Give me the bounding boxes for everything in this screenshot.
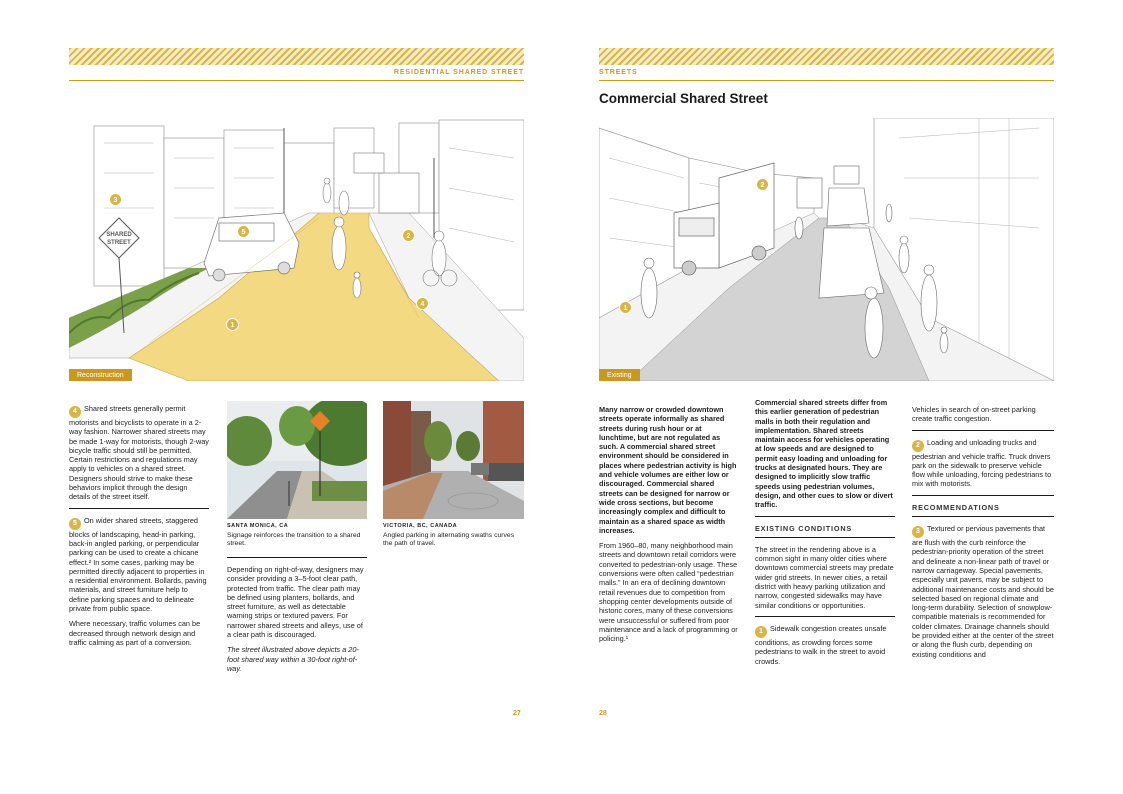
paragraph [912, 524, 1054, 659]
header-rule [599, 80, 1054, 81]
number-badge: 5 [69, 518, 81, 530]
illustration-tag: Reconstruction [69, 369, 132, 381]
column-rule [912, 495, 1054, 496]
street-rendering [599, 118, 1054, 381]
callout-4: 4 [416, 297, 429, 310]
column-rule [755, 537, 895, 538]
photo-caption-victoria [383, 522, 524, 549]
section-heading-existing: EXISTING CONDITIONS [755, 523, 853, 533]
paragraph-text: Textured or pervious pavements that are flush with the curb reinforce the pedestrian-priority operation of the street and delineate a non-linear path of travel or narrow carriageway. Special pavements, especially unit pavers, may be subject to additional maintenance costs and should be selected based on regional climate and long-term durability. Selection of snowplow-compatible materials is recommended for colder climates. Drainage channels should be provided either at the center of the street or along the flush curb, depending on existing conditions and [912, 524, 1054, 659]
paragraph-text: Sidewalk congestion creates unsafe conditions, as crowding forces some pedestrians to walk in the street to avoid crowds. [755, 623, 887, 666]
number-badge: 2 [912, 440, 924, 452]
paragraph [69, 404, 209, 502]
callout-1: 1 [619, 301, 632, 314]
paragraph-bold: Commercial shared streets differ from this earlier generation of pedestrian malls in both their regulation and implementation. Shared streets maintain access for vehicles operating at low speeds and are designed to permit easy loading and unloading for trucks at designated hours. They are designed to implicitly slow traffic speeds using pedestrian volumes, design, and other cues to slow or divert traffic. [755, 398, 893, 510]
photo-santa-monica [227, 401, 367, 519]
callout-3: 3 [109, 193, 122, 206]
photo-victoria [383, 401, 524, 519]
caption-text: Angled parking in alternating swaths curves the path of travel. [383, 531, 515, 547]
callout-5: 5 [237, 225, 250, 238]
page-number: 27 [513, 710, 521, 717]
header-hatch-bar [599, 48, 1054, 65]
paragraph: The street in the rendering above is a common sight in many older cities where downtown commercial streets may predate wider grid streets. In newer cities, a retail district with heavy parking utilization and narrow, congested sidewalks may have similar conditions or opportunities. [755, 544, 894, 610]
right-text-column-2 [755, 398, 895, 672]
paragraph: Where necessary, traffic volumes can be decreased through network design and traffic calming as part of a conversion. [69, 619, 201, 647]
callout-1: 1 [226, 318, 239, 331]
paragraph: Depending on right-of-way, designers may consider providing a 3–5-foot clear path, protected from traffic. The clear path may be defined using planters, bollards, and street furniture, as well as detectable warning strips or textured pavers. For narrower shared streets and alleys, use of a clear path is discouraged. [227, 565, 364, 640]
column-rule [69, 508, 209, 509]
column-rule [912, 430, 1054, 431]
column-rule [755, 616, 895, 617]
column-rule [755, 516, 895, 517]
sign-text-line1: SHARED [106, 232, 132, 238]
paragraph-italic: The street illustrated above depicts a 20-foot shared way within a 30-foot right-of-way. [227, 645, 359, 673]
caption-location: VICTORIA, BC, CANADA [383, 523, 458, 529]
page-number: 28 [599, 710, 607, 717]
sign-text-line2: STREET [107, 240, 131, 246]
street-rendering [69, 118, 524, 381]
paragraph [69, 516, 209, 614]
residential-street-illustration [69, 118, 524, 381]
caption-text: Signage reinforces the transition to a shared street. [227, 531, 361, 547]
paragraph [912, 438, 1054, 489]
left-text-column-1 [69, 404, 209, 653]
running-head: STREETS [599, 69, 638, 76]
right-text-column-3 [912, 405, 1054, 665]
photo-caption-santa-monica [227, 522, 367, 549]
callout-2: 2 [756, 178, 769, 191]
callout-2: 2 [402, 229, 415, 242]
right-page [562, 0, 1123, 794]
header-hatch-bar [69, 48, 524, 65]
section-heading-recommendations: RECOMMENDATIONS [912, 502, 1000, 512]
paragraph: From 1960–80, many neighborhood main streets and downtown retail corridors were converted to pedestrian-only usage. These conversions were often called “pedestrian malls.” In an era of declining downtown retail revenues due to competition from shopping center developments outside of historic cores, many of these conversions were unsuccessful or suffered from poor maintenance and a lack of programming or policing.¹ [599, 541, 738, 644]
number-badge: 1 [755, 626, 767, 638]
commercial-street-illustration [599, 118, 1054, 381]
paragraph-text: Loading and unloading trucks and pedestrian and vehicle traffic. Truck drivers park on the sidewalk to preserve vehicle flow while unloading, forcing pedestrians to mix with motorists. [912, 437, 1052, 489]
left-page [0, 0, 561, 794]
paragraph-text: Shared streets generally permit motorists and bicyclists to operate in a 2-way fashion. Narrower shared streets may be made 1-way for motorists, though 2-way bicycle traffic should still be permitted. Certain restrictions and regulations may apply to vehicles on a shared street. Designers should strive to make these behaviors implicit through the design details of the street itself. [69, 404, 209, 502]
running-head: RESIDENTIAL SHARED STREET [393, 69, 524, 76]
number-badge: 4 [69, 406, 81, 418]
number-badge: 3 [912, 526, 924, 538]
column-rule [227, 557, 367, 558]
paragraph-text: On wider shared streets, staggered blocks of landscaping, head-in parking, back-in angled parking, or perpendicular parking can be used to create a chicane effect.² In some cases, parking may be permitted directly adjacent to properties in a residential environment. Bollards, paving materials, and street furniture help to define parking spaces and to delineate private from public space. [69, 515, 207, 614]
paragraph: Vehicles in search of on-street parking create traffic congestion. [912, 405, 1036, 424]
header-rule [69, 80, 524, 81]
left-text-column-2 [227, 557, 367, 679]
right-text-column-1 [599, 405, 739, 649]
illustration-tag: Existing [599, 369, 640, 381]
caption-location: SANTA MONICA, CA [227, 523, 289, 529]
page-title: Commercial Shared Street [599, 91, 768, 106]
paragraph [755, 624, 895, 666]
intro-paragraph: Many narrow or crowded downtown streets operate informally as shared streets during rush hour or at lunchtime, but are not regulated as such. A commercial shared street environment should be considered in places where pedestrian activity is high and vehicle volumes are either low or discouraged. Commercial shared streets can be designed for narrow or wide cross sections, but become increasingly complex and difficult to maintain as a shared space as width increases. [599, 405, 737, 535]
column-rule [912, 516, 1054, 517]
